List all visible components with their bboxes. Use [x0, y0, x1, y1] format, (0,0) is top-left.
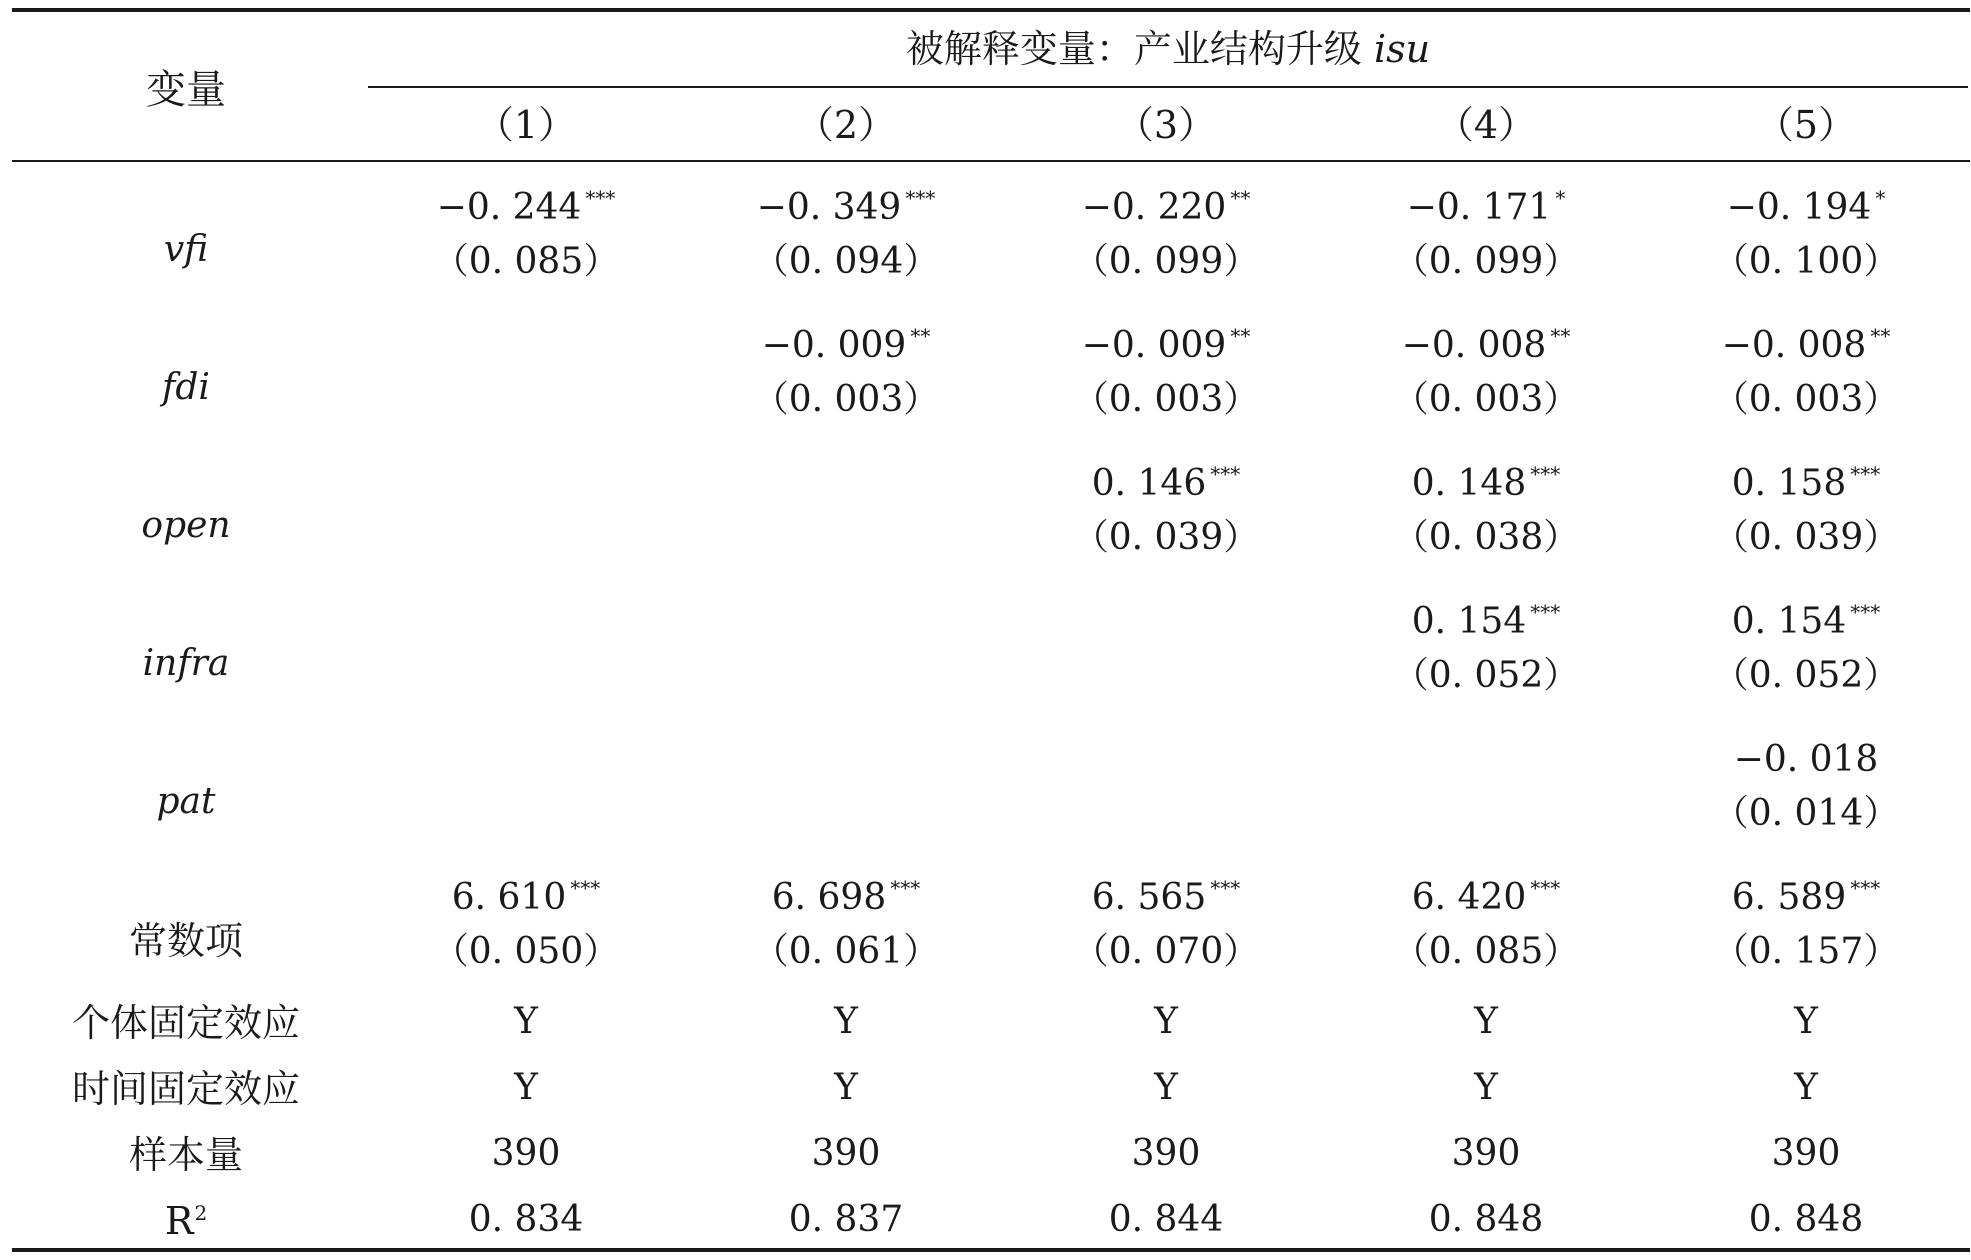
coef-cell	[1336, 600, 1636, 642]
coef-cell	[1656, 600, 1956, 642]
significance-stars: ***	[890, 876, 921, 900]
footer-value: Y	[1474, 1067, 1498, 1108]
coef-cell	[1016, 462, 1316, 504]
footer-label-2	[0, 1133, 372, 1177]
footer-value: Y	[834, 1001, 858, 1042]
coef-cell	[1656, 739, 1956, 780]
dependent-variable-symbol: isu	[1373, 27, 1431, 71]
coef-cell	[1336, 876, 1636, 918]
coef-cell	[1656, 186, 1956, 228]
footer-value: Y	[1154, 1067, 1178, 1108]
coefficient-value: −0. 349	[756, 187, 902, 228]
footer-value: 0. 848	[1748, 1199, 1864, 1240]
footer-value: Y	[834, 1067, 858, 1108]
column-header-2: （2）	[795, 103, 897, 147]
footer-value: 390	[1451, 1133, 1521, 1174]
standard-error-cell: （0. 039）	[1712, 517, 1900, 558]
coefficient-value: −0. 009	[761, 325, 907, 366]
footer-value: Y	[1794, 1067, 1818, 1108]
dependent-variable-label: 被解释变量：产业结构升级	[905, 27, 1362, 71]
coef-cell	[376, 186, 676, 228]
coef-cell	[1016, 186, 1316, 228]
footer-value: Y	[514, 1001, 538, 1042]
standard-error-cell: （0. 050）	[432, 931, 620, 972]
variable-column-header: 变量	[146, 67, 226, 113]
coefficient-value: −0. 018	[1733, 739, 1879, 780]
standard-error-cell: （0. 052）	[1392, 655, 1580, 696]
column-header-4: （4）	[1435, 103, 1537, 147]
coef-cell	[1336, 186, 1636, 228]
row-label-3: infra	[142, 643, 230, 684]
superscript: 2	[194, 1201, 208, 1225]
column-header-3: （3）	[1115, 103, 1217, 147]
dependent-variable-header	[368, 27, 1968, 71]
coefficient-value: 6. 589	[1731, 877, 1847, 918]
footer-label-text: 个体固定效应	[71, 1001, 300, 1045]
significance-stars: ***	[1530, 462, 1561, 486]
coef-cell	[1336, 462, 1636, 504]
significance-stars: **	[910, 324, 931, 348]
coefficient-value: 0. 154	[1731, 601, 1847, 642]
coef-cell	[1656, 876, 1956, 918]
significance-stars: ***	[905, 186, 936, 210]
significance-stars: **	[1230, 324, 1251, 348]
standard-error-cell: （0. 070）	[1072, 931, 1260, 972]
significance-stars: ***	[1210, 876, 1241, 900]
standard-error-cell: （0. 052）	[1712, 655, 1900, 696]
row-label-2: open	[141, 505, 231, 546]
coefficient-value: −0. 009	[1081, 325, 1227, 366]
coefficient-value: 0. 146	[1091, 463, 1207, 504]
standard-error-cell: （0. 099）	[1392, 241, 1580, 282]
footer-value: 0. 837	[788, 1199, 904, 1240]
footer-label-0	[0, 1001, 372, 1045]
dependent-variable-underline	[368, 86, 1968, 88]
standard-error-cell: （0. 039）	[1072, 517, 1260, 558]
footer-value: 390	[1131, 1133, 1201, 1174]
footer-value: 0. 834	[468, 1199, 584, 1240]
coefficient-value: 6. 565	[1091, 877, 1207, 918]
standard-error-cell: （0. 085）	[432, 241, 620, 282]
coefficient-value: 0. 158	[1731, 463, 1847, 504]
significance-stars: ***	[1850, 600, 1881, 624]
table-top-rule	[12, 8, 1970, 12]
standard-error-cell: （0. 094）	[752, 241, 940, 282]
footer-value: Y	[514, 1067, 538, 1108]
coefficient-value: 6. 698	[771, 877, 887, 918]
standard-error-cell: （0. 003）	[752, 379, 940, 420]
coef-cell	[1656, 324, 1956, 366]
footer-value: 390	[491, 1133, 561, 1174]
coefficient-value: 6. 420	[1411, 877, 1527, 918]
footer-label-text: 时间固定效应	[71, 1067, 300, 1111]
standard-error-cell: （0. 085）	[1392, 931, 1580, 972]
standard-error-cell: （0. 038）	[1392, 517, 1580, 558]
standard-error-cell: （0. 014）	[1712, 793, 1900, 834]
coef-cell	[696, 186, 996, 228]
significance-stars: *	[1555, 186, 1566, 210]
coefficient-value: 6. 610	[451, 877, 567, 918]
coef-cell	[696, 876, 996, 918]
footer-label-1	[0, 1067, 372, 1111]
standard-error-cell: （0. 003）	[1712, 379, 1900, 420]
coef-cell	[376, 876, 676, 918]
footer-value: Y	[1474, 1001, 1498, 1042]
coefficient-value: −0. 244	[436, 187, 582, 228]
significance-stars: ***	[1530, 876, 1561, 900]
significance-stars: ***	[1210, 462, 1241, 486]
footer-label-text: R	[164, 1199, 194, 1243]
significance-stars: **	[1230, 186, 1251, 210]
standard-error-cell: （0. 157）	[1712, 931, 1900, 972]
significance-stars: ***	[1530, 600, 1561, 624]
footer-label-text: 样本量	[128, 1133, 243, 1177]
significance-stars: **	[1550, 324, 1571, 348]
column-header-5: （5）	[1755, 103, 1857, 147]
footer-value: 0. 848	[1428, 1199, 1544, 1240]
standard-error-cell: （0. 099）	[1072, 241, 1260, 282]
row-label-0: vfi	[163, 229, 209, 270]
coef-cell	[1656, 462, 1956, 504]
standard-error-cell: （0. 100）	[1712, 241, 1900, 282]
coef-cell	[1336, 324, 1636, 366]
significance-stars: ***	[1850, 462, 1881, 486]
coef-cell	[696, 324, 996, 366]
coef-cell	[1016, 876, 1316, 918]
standard-error-cell: （0. 003）	[1392, 379, 1580, 420]
coefficient-value: −0. 220	[1081, 187, 1227, 228]
footer-value: 390	[811, 1133, 881, 1174]
significance-stars: ***	[1850, 876, 1881, 900]
significance-stars: **	[1870, 324, 1891, 348]
column-header-1: （1）	[475, 103, 577, 147]
coef-cell	[1016, 324, 1316, 366]
header-bottom-rule	[12, 160, 1970, 162]
footer-value: 0. 844	[1108, 1199, 1224, 1240]
coefficient-value: 0. 148	[1411, 463, 1527, 504]
footer-value: Y	[1154, 1001, 1178, 1042]
significance-stars: *	[1875, 186, 1886, 210]
coefficient-value: −0. 171	[1406, 187, 1552, 228]
row-label-5: 常数项	[128, 919, 243, 963]
significance-stars: ***	[570, 876, 601, 900]
footer-value: Y	[1794, 1001, 1818, 1042]
coefficient-value: −0. 194	[1726, 187, 1872, 228]
row-label-4: pat	[156, 781, 216, 822]
standard-error-cell: （0. 061）	[752, 931, 940, 972]
coefficient-value: −0. 008	[1401, 325, 1547, 366]
footer-label-3	[0, 1199, 372, 1243]
significance-stars: ***	[585, 186, 616, 210]
row-label-1: fdi	[162, 367, 210, 408]
standard-error-cell: （0. 003）	[1072, 379, 1260, 420]
footer-value: 390	[1771, 1133, 1841, 1174]
coefficient-value: 0. 154	[1411, 601, 1527, 642]
table-bottom-rule	[12, 1248, 1970, 1252]
coefficient-value: −0. 008	[1721, 325, 1867, 366]
